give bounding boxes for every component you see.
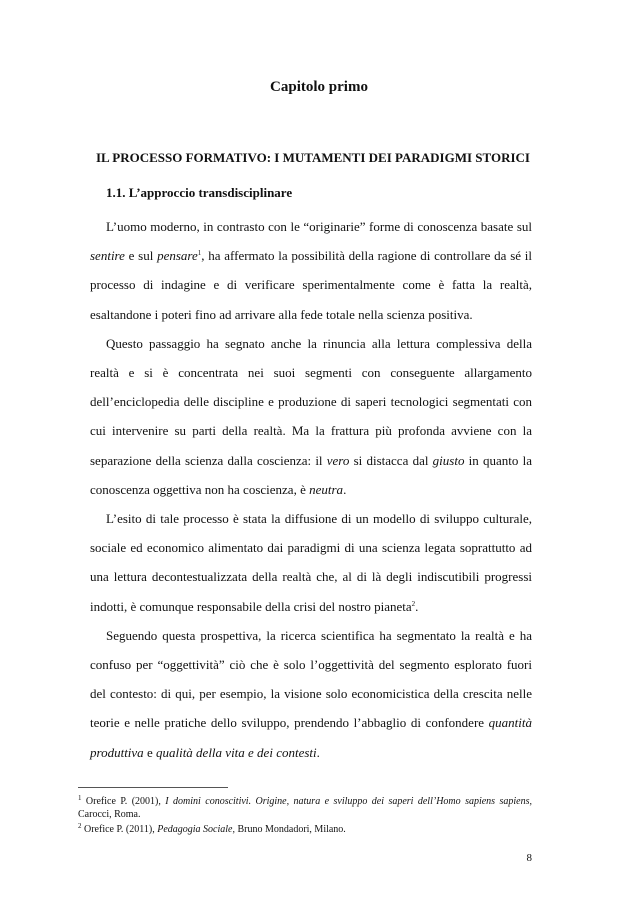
paragraph-4-text-a: Seguendo questa prospettiva, la ricerca scientifica ha segmentato la realtà e ha confuso per “oggettività” ciò che è solo l’oggettività del segmento esplorato fuori del contesto: di qui, per esempio, la visione solo economicistica della crescita nelle teorie e nelle pratiche dello sviluppo, prendendo l’abbaglio di confondere — [90, 627, 532, 731]
paragraph-2-italic-giusto: giusto — [432, 452, 465, 468]
paragraph-1-text-a: L’uomo moderno, in contrasto con le “originarie” forme di conoscenza basate sul — [106, 219, 532, 234]
paragraph-3 — [90, 504, 532, 621]
paragraph-4-text-b: e — [143, 744, 156, 760]
footnote-1-text-a: Orefice P. (2001), — [81, 796, 166, 807]
footnote-ref-1: 1 — [197, 249, 202, 258]
footnote-2-text-b: Bruno Mondadori, Milano. — [234, 824, 346, 835]
paragraph-1-text-b: e sul — [124, 248, 158, 264]
section-title: IL PROCESSO FORMATIVO: I MUTAMENTI DEI PARADIGMI STORICI — [96, 150, 530, 165]
paragraph-2-text-a: Questo passaggio ha segnato anche la rinuncia alla lettura complessiva della realtà e si è concentrata nei suoi segmenti con conseguente allargamento dell’enciclopedia delle discipline e produzione di saperi tecnologici segmentati con cui intervenire su parti della realtà. Ma la frattura più profonda avviene con la separazione della scienza dalla coscienza: il — [90, 335, 532, 468]
footnote-2 — [78, 823, 532, 836]
footnote-2-title: Pedagogia Sociale, — [157, 824, 235, 835]
paragraph-2-italic-vero: vero — [326, 452, 350, 468]
paragraph-2-text-b: si distacca dal — [349, 452, 433, 468]
paragraph-4-text-c: . — [316, 744, 320, 760]
page-number: 8 — [526, 852, 532, 864]
footnote-ref-2: 2 — [411, 599, 416, 608]
footnote-divider — [78, 787, 228, 788]
paragraph-2-text-d: . — [343, 481, 347, 497]
paragraph-2-text-c: in quanto la conoscenza oggettiva non ha coscienza, è — [90, 452, 532, 497]
paragraph-4-italic-qualita-vita: qualità della vita e dei contesti — [155, 744, 317, 760]
footnote-2-text-a: Orefice P. (2011), — [81, 824, 158, 835]
chapter-title: Capitolo primo — [270, 79, 368, 95]
footnotes — [78, 795, 532, 838]
footnote-1-number: 1 — [78, 794, 82, 802]
footnote-1 — [78, 795, 532, 821]
subsection-title: 1.1. L’approccio transdisciplinare — [106, 185, 293, 200]
paragraph-4-italic-quantita-produttiva: quantità produttiva — [90, 715, 532, 760]
paragraph-1-text-c: , ha affermato la possibilità della ragione di controllare da sé il processo di indagine e di verificare sperimentalmente come è fatta la realtà, esaltandone i poteri fino ad arrivare alla fede totale nella scienza positiva. — [90, 248, 532, 322]
paragraph-2-italic-neutra: neutra — [309, 481, 344, 497]
paragraph-1-italic-sentire: sentire — [90, 248, 125, 264]
footnote-1-title: I domini conoscitivi. Origine, natura e sviluppo dei saperi dell’Homo sapiens sapiens, — [165, 796, 532, 807]
paragraph-3-text-a: L’esito di tale processo è stata la diffusione di un modello di sviluppo culturale, sociale ed economico alimentato dai paradigmi di una scienza legata soprattutto ad una lettura decontestualizzata della realtà che, al di là degli indiscutibili progressi indotti, è comunque responsabile della crisi del nostro pianeta — [90, 511, 532, 614]
body-text — [90, 212, 532, 767]
footnote-1-text-b: Carocci, Roma. — [78, 809, 141, 820]
paragraph-3-text-b: . — [415, 598, 419, 614]
paragraph-4 — [90, 621, 532, 767]
paragraph-2 — [90, 329, 532, 504]
paragraph-1-italic-pensare: pensare — [157, 248, 198, 264]
footnote-2-number: 2 — [78, 822, 82, 830]
paragraph-1 — [90, 212, 532, 329]
